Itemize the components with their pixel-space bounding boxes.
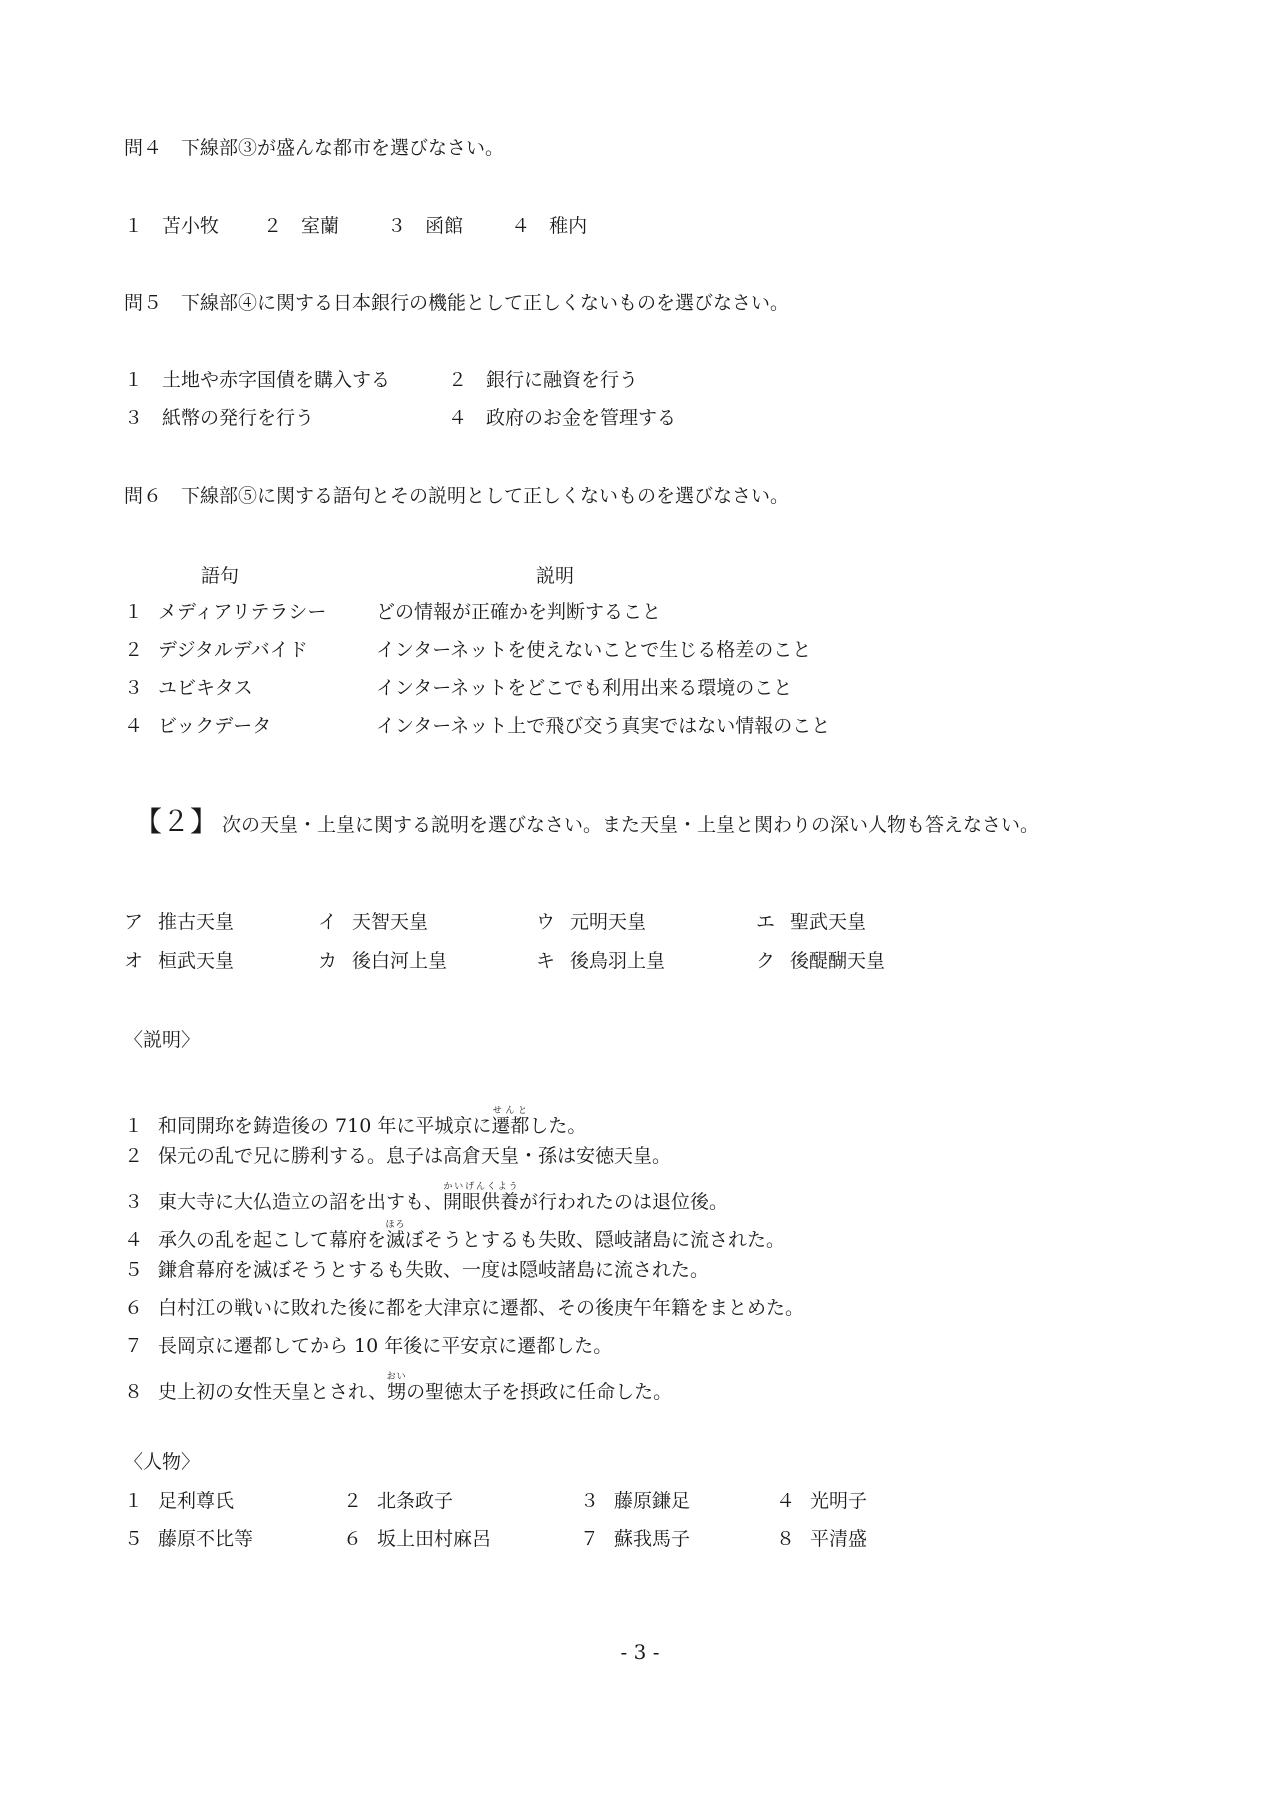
emperor-label: ク — [756, 950, 776, 972]
column-header-term: 語句 — [201, 565, 240, 587]
person-number: ３ — [580, 1490, 600, 1512]
explanation-text: が行われたのは退位後。 — [519, 1191, 729, 1213]
explanation-item — [124, 1334, 612, 1358]
explanation-number: ８ — [124, 1381, 144, 1403]
ruby-annotation — [385, 1220, 406, 1251]
description: インターネットをどこでも利用出来る環境のこと — [376, 677, 793, 699]
ruby-reading: せんと — [491, 1106, 530, 1116]
section-number: 【２】 — [134, 805, 219, 838]
explanation-item — [124, 1372, 672, 1404]
person-number: ７ — [580, 1528, 600, 1550]
explanation-text: 和同開珎を鋳造後の 710 年に平城京に — [158, 1115, 492, 1137]
explanations-title: 〈説明〉 — [124, 1029, 201, 1051]
person-name: 光明子 — [810, 1490, 868, 1512]
question-4: 問４ 下線部③が盛んな都市を選びなさい。 — [124, 137, 505, 159]
person-item — [343, 1489, 453, 1513]
question-4-options — [124, 214, 587, 238]
explanation-text: 東大寺に大仏造立の詔を出すも、 — [158, 1191, 444, 1213]
explanation-text: 長岡京に遷都してから 10 年後に平安京に遷都した。 — [158, 1335, 613, 1357]
description: どの情報が正確かを判断すること — [376, 601, 662, 623]
explanation-number: ２ — [124, 1145, 144, 1167]
explanation-item — [124, 1258, 709, 1282]
row-number: ２ — [124, 639, 144, 661]
section-2-heading — [134, 806, 1039, 841]
person-name: 蘇我馬子 — [614, 1528, 691, 1550]
explanation-item — [124, 1220, 785, 1252]
explanation-text: 白村江の戦いに敗れた後に都を大津京に遷都、その後庚午年籍をまとめた。 — [158, 1297, 805, 1319]
explanation-number: ４ — [124, 1229, 144, 1251]
option: ２ 銀行に融資を行う — [448, 369, 639, 391]
explanation-number: ７ — [124, 1335, 144, 1357]
person-number: ８ — [776, 1528, 796, 1550]
ruby-base: 開眼供養 — [443, 1191, 520, 1213]
emperor-item — [536, 949, 665, 973]
column-header-description: 説明 — [536, 565, 575, 587]
option: ３ 紙幣の発行を行う — [124, 407, 315, 429]
term-row — [124, 600, 661, 624]
term-row — [124, 638, 811, 662]
person-item — [776, 1527, 867, 1551]
emperor-name: 聖武天皇 — [790, 911, 867, 933]
ruby-annotation — [386, 1372, 407, 1403]
option: ４ 政府のお金を管理する — [448, 407, 677, 429]
page-number: - 3 - — [620, 1640, 660, 1664]
ruby-base: 遷都 — [491, 1115, 530, 1137]
term: デジタルデバイド — [158, 639, 308, 661]
person-name: 坂上田村麻呂 — [377, 1528, 492, 1550]
person-number: ４ — [776, 1490, 796, 1512]
explanation-text: ぼそうとするも失敗、隠岐諸島に流された。 — [405, 1229, 786, 1251]
question-5: 問５ 下線部④に関する日本銀行の機能として正しくないものを選びなさい。 — [124, 292, 790, 314]
explanation-text: 史上初の女性天皇とされ、 — [158, 1381, 388, 1403]
emperor-label: エ — [756, 911, 776, 933]
ruby-annotation — [443, 1182, 520, 1213]
term: ビックデータ — [158, 715, 272, 737]
emperor-item — [124, 949, 234, 973]
person-number: ６ — [343, 1528, 363, 1550]
ruby-reading: ほろ — [385, 1220, 406, 1230]
person-item — [580, 1489, 690, 1513]
emperor-name: 後鳥羽上皇 — [570, 950, 666, 972]
person-name: 北条政子 — [377, 1490, 454, 1512]
emperor-label: イ — [318, 911, 338, 933]
explanation-number: ６ — [124, 1297, 144, 1319]
person-name: 藤原鎌足 — [614, 1490, 691, 1512]
term-row — [124, 676, 792, 700]
ruby-reading: かいげんくよう — [443, 1182, 520, 1192]
emperor-name: 後白河上皇 — [352, 950, 448, 972]
explanation-number: １ — [124, 1115, 144, 1137]
explanation-text: 承久の乱を起こして幕府を — [158, 1229, 387, 1251]
row-number: ３ — [124, 677, 144, 699]
person-name: 足利尊氏 — [158, 1490, 235, 1512]
person-item — [580, 1527, 690, 1551]
explanation-item — [124, 1182, 728, 1214]
explanation-item — [124, 1144, 671, 1168]
ruby-annotation — [491, 1106, 530, 1137]
emperor-label: カ — [318, 950, 338, 972]
ruby-base: 滅 — [385, 1229, 406, 1251]
emperor-item — [756, 949, 885, 973]
term: メディアリテラシー — [158, 601, 327, 623]
description: インターネット上で飛び交う真実ではない情報のこと — [376, 715, 831, 737]
explanation-text: 鎌倉幕府を滅ぼそうとするも失敗、一度は隠岐諸島に流された。 — [158, 1259, 710, 1281]
emperor-name: 推古天皇 — [158, 911, 235, 933]
emperor-name: 桓武天皇 — [158, 950, 235, 972]
person-name: 藤原不比等 — [158, 1528, 254, 1550]
question-6: 問６ 下線部⑤に関する語句とその説明として正しくないものを選びなさい。 — [124, 485, 790, 507]
ruby-reading: おい — [386, 1372, 407, 1382]
person-item — [343, 1527, 491, 1551]
explanation-text: の聖徳太子を摂政に任命した。 — [406, 1381, 673, 1403]
emperor-label: ア — [124, 911, 144, 933]
option: ３ 函館 — [387, 215, 464, 237]
person-item — [124, 1527, 253, 1551]
question-5-options-row2 — [124, 406, 676, 430]
emperor-label: オ — [124, 950, 144, 972]
people-title: 〈人物〉 — [124, 1451, 201, 1473]
emperor-label: ウ — [536, 911, 556, 933]
emperor-name: 後醍醐天皇 — [790, 950, 886, 972]
row-number: １ — [124, 601, 144, 623]
row-number: ４ — [124, 715, 144, 737]
person-number: １ — [124, 1490, 144, 1512]
person-number: ５ — [124, 1528, 144, 1550]
emperor-item — [756, 910, 866, 934]
option: １ 土地や赤字国債を購入する — [124, 369, 391, 391]
question-5-options-row1 — [124, 368, 638, 392]
emperor-item — [318, 910, 428, 934]
person-item — [124, 1489, 234, 1513]
option: １ 苫小牧 — [124, 215, 220, 237]
option: ４ 稚内 — [511, 215, 588, 237]
emperor-name: 元明天皇 — [570, 911, 647, 933]
option: ２ 室蘭 — [263, 215, 340, 237]
emperor-name: 天智天皇 — [352, 911, 429, 933]
explanation-number: ３ — [124, 1191, 144, 1213]
person-item — [776, 1489, 867, 1513]
person-name: 平清盛 — [810, 1528, 868, 1550]
emperor-item — [124, 910, 234, 934]
ruby-base: 甥 — [386, 1381, 407, 1403]
section-instruction: 次の天皇・上皇に関する説明を選びなさい。また天皇・上皇と関わりの深い人物も答えなさい。 — [222, 814, 1040, 836]
explanation-item — [124, 1296, 804, 1320]
person-number: ２ — [343, 1490, 363, 1512]
explanation-text: 保元の乱で兄に勝利する。息子は高倉天皇・孫は安徳天皇。 — [158, 1145, 672, 1167]
explanation-item — [124, 1106, 586, 1138]
term-row — [124, 714, 830, 738]
term: ユビキタス — [158, 677, 253, 699]
explanation-number: ５ — [124, 1259, 144, 1281]
description: インターネットを使えないことで生じる格差のこと — [376, 639, 812, 661]
explanation-text: した。 — [529, 1115, 587, 1137]
emperor-label: キ — [536, 950, 556, 972]
emperor-item — [536, 910, 646, 934]
emperor-item — [318, 949, 447, 973]
